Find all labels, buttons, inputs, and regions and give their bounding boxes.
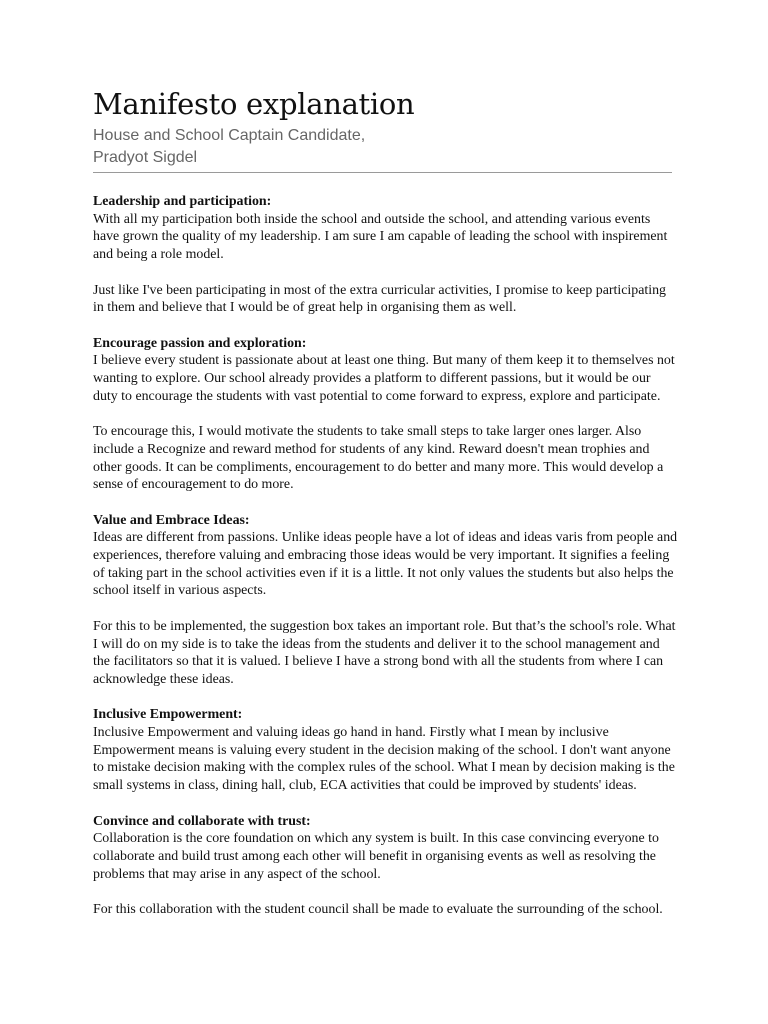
- section-heading: Convince and collaborate with trust:: [93, 813, 311, 829]
- paragraph-text: With all my participation both inside the school and outside the school, and attending various events have grown the quality of my leadership. I am sure I am capable of leading the school with inspirement and being a role model.: [93, 211, 668, 263]
- paragraph-text: Inclusive Empowerment and valuing ideas go hand in hand. Firstly what I mean by inclusive Empowerment means is valuing every student in the decision making of the school. I don't want anyone to mistake decision making with the complex rules of the school. What I mean by decision making is the small systems in class, dining hall, club, ECA activities that could be improved by students' ideas.: [93, 725, 675, 794]
- section-leadership-para-1: [93, 193, 678, 264]
- section-heading: Encourage passion and exploration:: [93, 335, 307, 351]
- paragraph-text: To encourage this, I would motivate the students to take small steps to take larger ones larger. Also include a Recognize and reward method for students of any kind. Reward doesn't mean trophies and other goods. It can be compliments, encouragement to do better and many more. This would develop a sense of encouragement to do more.: [93, 424, 664, 493]
- paragraph-text: Collaboration is the core foundation on which any system is built. In this case convincing everyone to collaborate and build trust among each other will benefit in organising events as well as resolving the problems that may arise in any aspect of the school.: [93, 831, 659, 882]
- section-heading: Leadership and participation:: [93, 194, 272, 209]
- subtitle-line-role: House and School Captain Candidate,: [93, 127, 366, 144]
- section-passion-para-2: [93, 423, 678, 494]
- section-passion-para-1: [93, 335, 678, 406]
- document-page: [93, 84, 678, 936]
- subtitle-line-name: Pradyot Sigdel: [93, 149, 198, 166]
- section-leadership-para-2: [93, 282, 678, 317]
- title-divider: [93, 172, 672, 173]
- section-heading: Value and Embrace Ideas:: [93, 512, 250, 528]
- paragraph-text: I believe every student is passionate about at least one thing. But many of them keep it to themselves not wanting to explore. Our school already provides a platform to different passions, but it would be our duty to encourage the students with vast potential to come forward to express, explore and participate.: [93, 353, 675, 404]
- section-collaborate-para-1: [93, 813, 678, 884]
- paragraph-text: Just like I've been participating in most of the extra curricular activities, I promise to keep participating in them and believe that I would be of great help in organising them as well.: [93, 282, 666, 316]
- paragraph-text: Ideas are different from passions. Unlike ideas people have a lot of ideas and ideas varis from people and experiences, therefore valuing and embracing those ideas would be very important. It signifies a feeling of taking part in the school activities even if it is a little. It not only values the students but also helps the school itself in various aspects.: [93, 530, 678, 599]
- section-ideas-para-2: [93, 618, 678, 689]
- paragraph-text: For this to be implemented, the suggestion box takes an important role. But that’s the school's role. What I will do on my side is to take the ideas from the students and deliver it to the school management and the facilitators so that it is valued. I believe I have a strong bond with all the students from where I can acknowledge these ideas.: [93, 618, 676, 687]
- document-subtitle: [93, 125, 678, 169]
- paragraph-text: For this collaboration with the student council shall be made to evaluate the surrounding of the school.: [93, 902, 663, 917]
- section-collaborate-para-2: [93, 901, 678, 919]
- section-empowerment-para-1: [93, 706, 678, 795]
- section-ideas-para-1: [93, 512, 678, 601]
- document-title: Manifesto explanation: [93, 87, 415, 121]
- document-body: [93, 193, 678, 919]
- section-heading: Inclusive Empowerment:: [93, 707, 243, 723]
